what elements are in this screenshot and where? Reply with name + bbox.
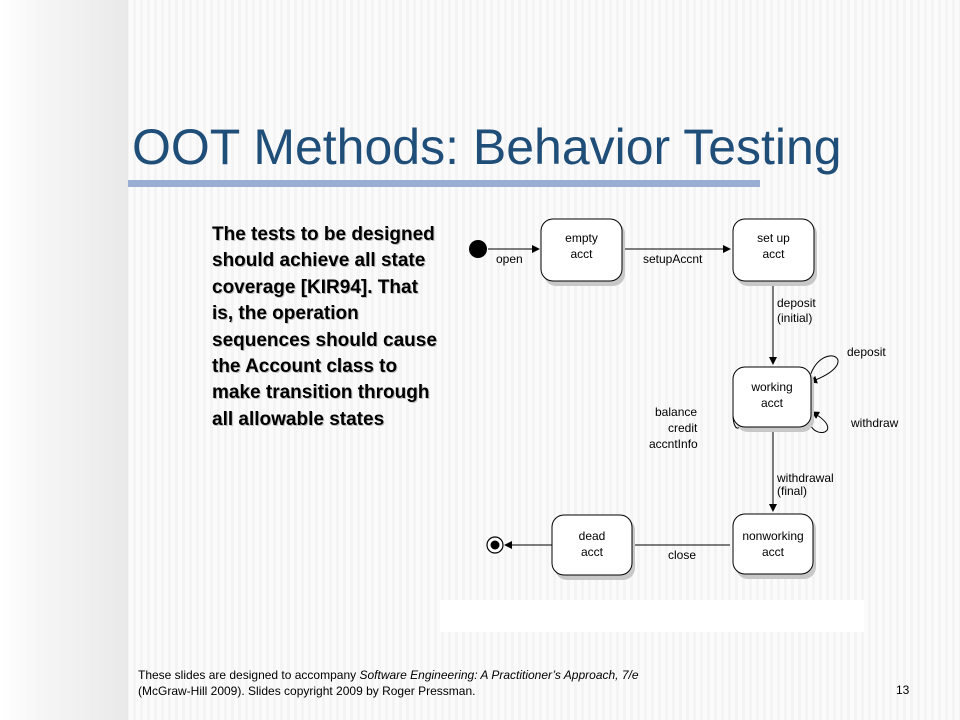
state-setup-label-1: set up [757,231,790,245]
label-deposit-initial-2: (initial) [777,311,813,325]
label-deposit-loop: deposit [847,345,886,359]
state-nonworking-label-1: nonworking [742,529,804,543]
initial-state-dot [469,240,487,258]
slide-title: OOT Methods: Behavior Testing [132,119,842,175]
state-setup-acct [733,219,817,286]
state-dead-acct [552,515,635,580]
label-withdrawal-final-1: withdrawal [777,471,834,485]
label-close: close [668,548,697,562]
loop-deposit [810,356,838,382]
label-withdraw-loop: withdraw [851,416,899,430]
label-accntinfo: accntInfo [649,437,698,451]
title-underline [128,180,760,187]
label-open: open [496,252,523,266]
slide-footer [138,667,738,699]
footer-line-1-prefix: These slides are designed to accompany [138,668,360,682]
state-working-label-2: acct [760,396,784,410]
state-dead-label-1: dead [578,529,606,543]
label-withdrawal-final-2: (final) [777,484,808,498]
left-gradient-band [0,0,128,720]
state-dead-label-2: acct [580,545,604,559]
state-empty-label-1: empty [565,231,598,245]
page-number: 13 [896,683,910,697]
footer-line-1 [138,667,738,683]
label-setupaccnt: setupAccnt [643,252,703,266]
state-nonworking-label-2: acct [761,545,785,559]
blank-caption-box [440,600,864,632]
label-balance: balance [655,405,698,419]
state-working-acct [733,367,814,432]
footer-line-2: (McGraw-Hill 2009). Slides copyright 2009 by Roger Pressman. [138,684,476,698]
label-credit: credit [668,421,698,435]
slide-body-text: The tests to be designed should achieve all state coverage [KIR94]. That is, the operation sequences should cause the Account class to make transition through all allowable states [212,224,437,430]
final-state-marker [487,537,503,553]
state-diagram [438,200,899,630]
state-setup-label-2: acct [762,247,785,261]
state-working-label-1: working [751,380,793,394]
state-empty-acct [541,219,625,286]
state-empty-label-2: acct [570,247,593,261]
label-deposit-initial-1: deposit [777,296,816,310]
footer-book-title: Software Engineering: A Practitioner’s Approach, 7/e [359,668,639,682]
state-nonworking-acct [733,514,816,579]
